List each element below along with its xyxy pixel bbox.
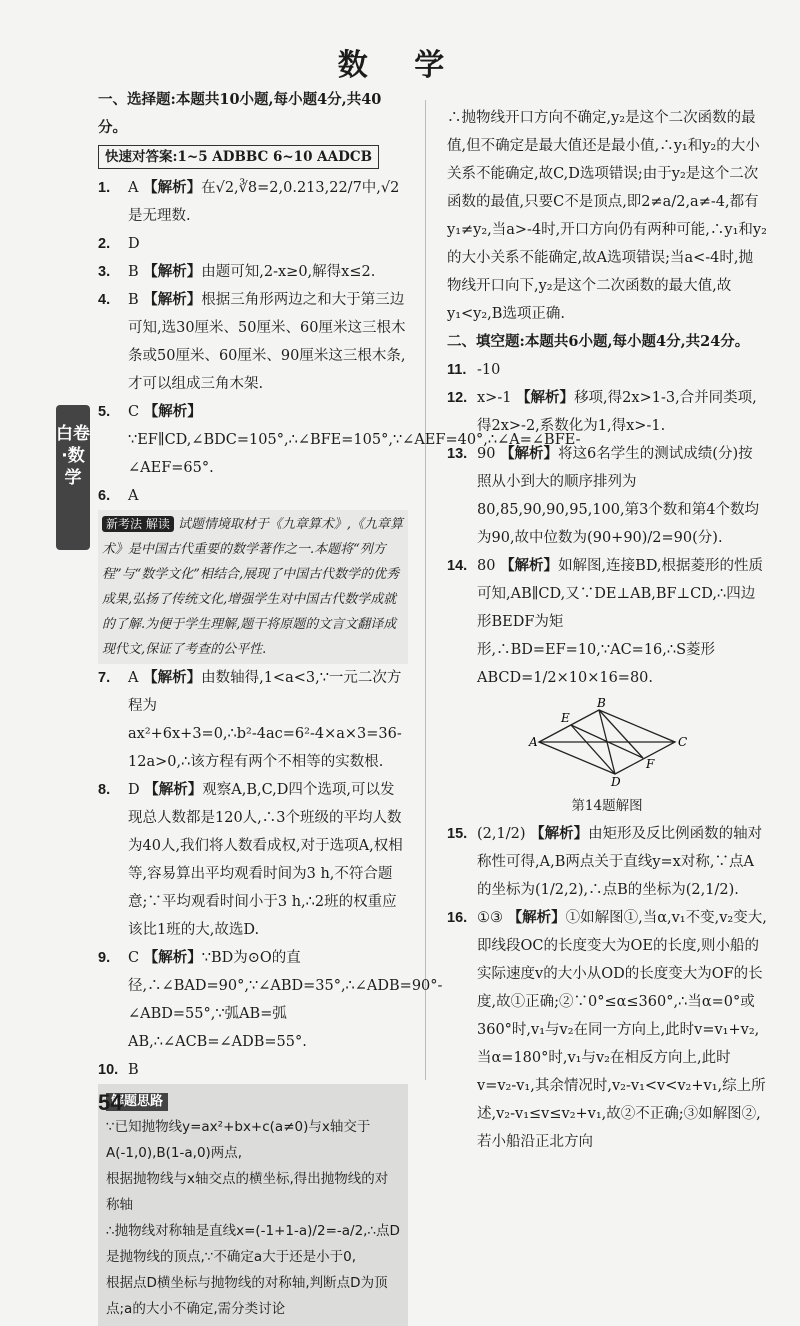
answer-item: 9. C 【解析】∵BD为⊙O的直径,∴∠BAD=90°,∵∠ABD=35°,∴∠ADB=90°-∠ABD=55°,∵弧AB=弧AB,∴∠ACB=∠ADB=55°. (98, 949, 443, 1050)
thinking-line: 根据点D横坐标与抛物线的对称轴,判断点D为顶点;a的大小不确定,需分类讨论 (106, 1275, 388, 1317)
answer-item: 13. 90 【解析】将这6名学生的测试成绩(分)按照从小到大的顺序排列为80,85,90,90,95,100,第3个数和第4个数均为90,故中位数为(90+90)/2=90(分). (447, 445, 760, 546)
label-E: E (561, 711, 570, 725)
thinking-line: 根据抛物线与x轴交点的横坐标,得出抛物线的对称轴 (106, 1171, 389, 1213)
label-B: B (597, 696, 606, 710)
answer-item: 1. A 【解析】在√2,∛8=2,0.213,22/7中,√2是无理数. (98, 179, 400, 224)
answer-item: 16. ①③ 【解析】①如解图①,当α,v₁不变,v₂变大,即线段OC的长度变大为OE的长度,则小船的实际速度v的大小从OD的长度变大为OF的长度,故①正确;②∵0°≤α≤360°,∴当α=0°或360°时,v₁与v₂在同一方向上,此时v=v₁+v₂,当α=180°时,v₁与v₂在相反方向上,此时v=v₂-v₁,其余情况时,v₂-v₁<v<v₂+v₁,综上所述,v₂-v₁≤v≤v₂+v₁,故②不正确;③如解图②,若小船沿正北方向 (447, 909, 767, 1150)
thinking-line: A(-1,0),B(1-a,0)两点, (106, 1145, 243, 1161)
thinking-line: ∴抛物线对称轴是直线x=(-1+1-a)/2=-a/2,∴点D (106, 1223, 400, 1239)
new-method-note: 新考法 解读 试题情境取材于《九章算术》,《九章算术》是中国古代重要的数学著作之一.本题将“列方程”与“数学文化”相结合,展现了中国古代数学的优秀成果,弘扬了传统文化,增强学生对中国古代数学成就的了解.为便于学生理解,题干将原题的文言文翻译成现代文,保证了考查的公平性. (98, 510, 408, 664)
label-A: A (529, 735, 538, 749)
answer-item: 8. D 【解析】观察A,B,C,D四个选项,可以发现总人数都是120人,∴3个班级的平均人数为40人,我们将人数看成权,对于选项A,权相等,容易算出平均观看时间为3 h,不符合题意;∵平均观看时间小于3 h,∴2班的权重应该比1班的大,故选D. (98, 781, 403, 938)
column-divider (425, 100, 426, 1080)
rhombus-figure (447, 696, 767, 816)
label-D: D (611, 775, 621, 786)
answer-item: 14. 80 【解析】如解图,连接BD,根据菱形的性质可知,AB∥CD,又∵DE⊥AB,BF⊥CD,∴四边形BEDF为矩形,∴BD=EF=10,∵AC=16,∴S菱形ABCD=1/2×10×16=80. (447, 557, 764, 686)
note-tag: 新考法 解读 (102, 516, 174, 532)
thinking-line: 是抛物线的顶点,∵不确定a大于还是小于0, (106, 1249, 357, 1265)
label-F: F (646, 757, 655, 771)
q10-continuation: ∴抛物线开口方向不确定,y₂是这个二次函数的最值,但不确定是最大值还是最小值,∴y₁和y₂的大小关系不能确定,故C,D选项错误;由于y₂是这个二次函数的最值,只要C不是顶点,即2≠a/2,a≠-4,都有y₁≠y₂,当a>-4时,开口方向仍有两种可能,∴y₁和y₂的大小关系不能确定,故A选项错误;当a<-4时,抛物线开口向下,y₂是这个二次函数的最大值,故y₁<y₂,B选项正确. (447, 110, 767, 322)
answer-item: 12. x>-1 【解析】移项,得2x>1-3,合并同类项,得2x>-2,系数化为1,得x>-1. (447, 389, 757, 434)
answer-item: 5. C 【解析】∵EF∥CD,∠BDC=105°,∴∠BFE=105°,∵∠AEF=40°,∴∠A=∠BFE-∠AEF=65°. (98, 403, 581, 476)
quick-answer-box: 快速对答案:1~5 ADBBC 6~10 AADCB (98, 145, 379, 169)
section-header: 二、填空题:本题共6小题,每小题4分,共24分。 (447, 333, 750, 350)
answer-item: 7. A 【解析】由数轴得,1<a<3,∵一元二次方程为ax²+6x+3=0,∴b²-4ac=6²-4×a×3=36-12a>0,∴该方程有两个不相等的实数根. (98, 669, 402, 770)
answer-item: 2. D (98, 236, 140, 252)
answer-item: 11. -10 (447, 362, 501, 378)
figure-caption: 第14题解图 (571, 798, 643, 814)
solution-thinking-box (98, 1084, 408, 1326)
answer-item: 10. B (98, 1062, 139, 1078)
page-title: 数 学 (337, 48, 463, 83)
thinking-line: ∵已知抛物线y=ax²+bx+c(a≠0)与x轴交于 (106, 1119, 371, 1135)
answer-list-2 (98, 664, 443, 1084)
rhombus-diagram (527, 696, 687, 786)
label-C: C (678, 735, 687, 749)
answer-item: 4. B 【解析】根据三角形两边之和大于第三边可知,选30厘米、50厘米、60厘米这三根木条或50厘米、60厘米、90厘米这三根木条,才可以组成三角木架. (98, 291, 406, 392)
answer-item: 15. (2,1/2) 【解析】由矩形及反比例函数的轴对称性可得,A,B两点关于直线y=x对称,∵点A的坐标为(1/2,2),∴点B的坐标为(2,1/2). (447, 825, 763, 898)
side-tab: 白卷·数学 (56, 405, 90, 550)
section-header: 一、选择题:本题共10小题,每小题4分,共40分。 (98, 91, 382, 136)
answer-item: 6. A (98, 488, 139, 504)
page-number: 54 (98, 1090, 123, 1115)
right-column (447, 104, 767, 1156)
answer-item: 3. B 【解析】由题可知,2-x≥0,解得x≤2. (98, 263, 376, 280)
thinking-tag: 解题思路 (106, 1093, 168, 1111)
